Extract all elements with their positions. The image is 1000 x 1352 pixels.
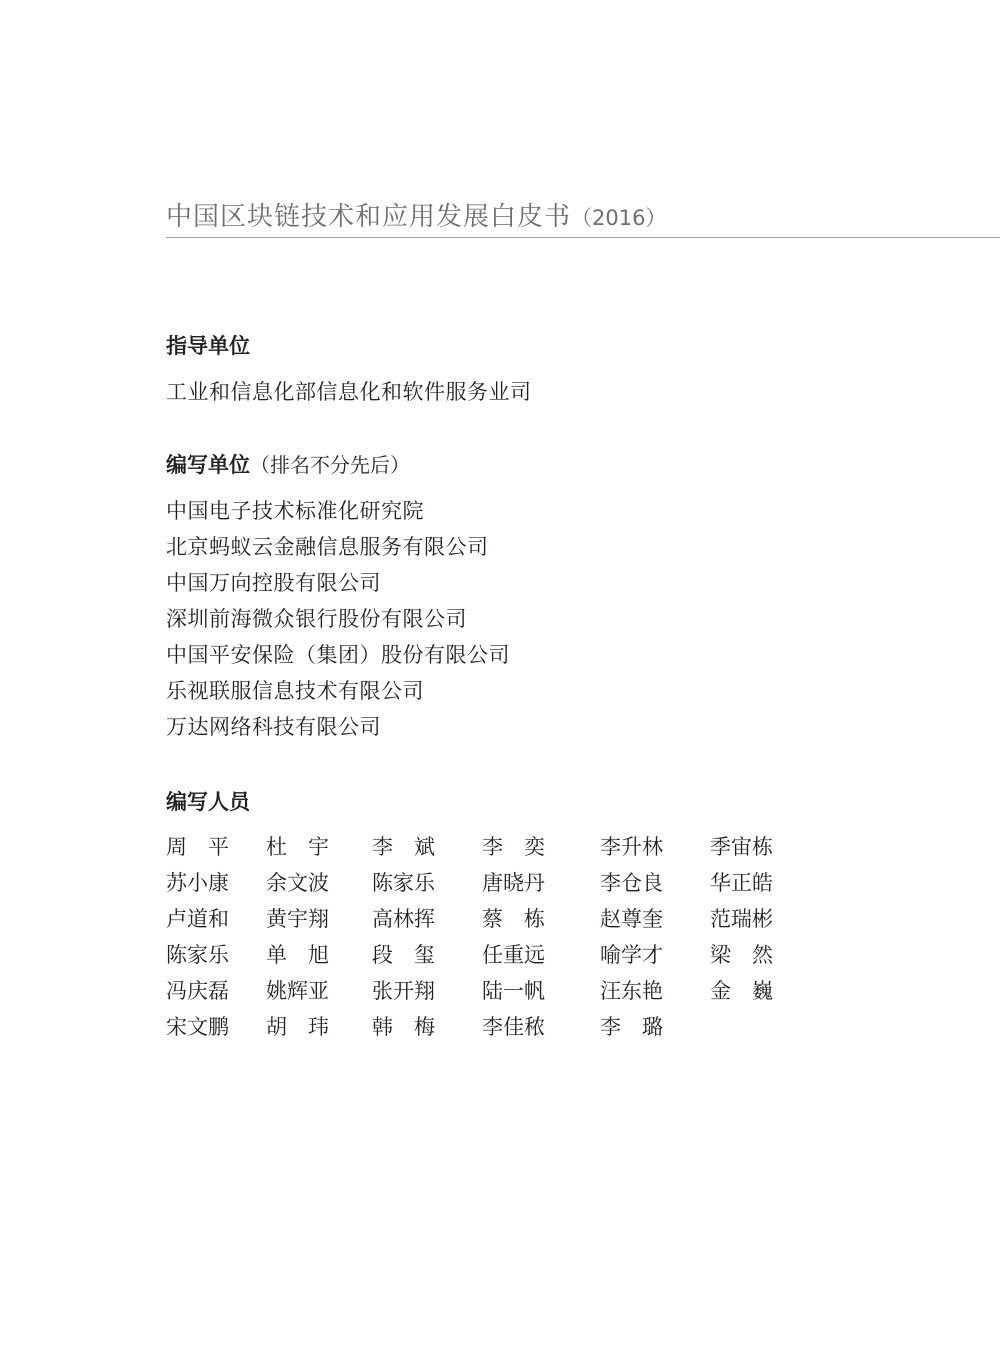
author-name: 卢道和	[166, 907, 229, 931]
author-name: 单 旭	[266, 943, 329, 967]
author-name: 张开翔	[372, 979, 435, 1003]
author-name: 唐晓丹	[482, 871, 545, 895]
document-title	[166, 196, 666, 233]
author-name: 梁 然	[710, 943, 773, 967]
author-name: 周 平	[166, 835, 229, 859]
title-year: （2016）	[571, 206, 667, 230]
author-name: 杜 宇	[266, 835, 329, 859]
list-item: 中国电子技术标准化研究院	[166, 499, 424, 523]
compilers-heading	[166, 449, 410, 479]
author-name: 段 玺	[372, 943, 435, 967]
list-item: 乐视联服信息技术有限公司	[166, 679, 424, 703]
list-item: 万达网络科技有限公司	[166, 715, 381, 739]
compilers-heading-note: （排名不分先后）	[250, 453, 410, 477]
author-name: 姚辉亚	[266, 979, 329, 1003]
title-text: 中国区块链技术和应用发展白皮书	[166, 202, 572, 232]
author-name: 汪东艳	[600, 979, 663, 1003]
list-item: 北京蚂蚁云金融信息服务有限公司	[166, 535, 489, 559]
author-name: 冯庆磊	[166, 979, 229, 1003]
author-name: 李佳秾	[482, 1015, 545, 1039]
author-name: 陈家乐	[372, 871, 435, 895]
author-name: 赵尊奎	[600, 907, 663, 931]
author-name: 高林挥	[372, 907, 435, 931]
author-name: 喻学才	[600, 943, 663, 967]
author-name: 李升林	[600, 835, 663, 859]
author-name: 宋文鹏	[166, 1015, 229, 1039]
author-name: 金 巍	[710, 979, 773, 1003]
author-name: 季宙栋	[710, 835, 773, 859]
author-name: 李仓良	[600, 871, 663, 895]
list-item: 中国平安保险（集团）股份有限公司	[166, 643, 510, 667]
guidance-heading: 指导单位	[166, 334, 250, 358]
author-name: 陈家乐	[166, 943, 229, 967]
author-name: 李 奕	[482, 835, 545, 859]
list-item: 深圳前海微众银行股份有限公司	[166, 607, 467, 631]
author-name: 李 斌	[372, 835, 435, 859]
author-name: 陆一帆	[482, 979, 545, 1003]
author-name: 蔡 栋	[482, 907, 545, 931]
compilers-heading-label: 编写单位	[166, 453, 250, 477]
author-name: 胡 玮	[266, 1015, 329, 1039]
author-name: 范瑞彬	[710, 907, 773, 931]
guidance-org: 工业和信息化部信息化和软件服务业司	[166, 380, 532, 404]
author-name-grid	[166, 830, 800, 1046]
list-item: 中国万向控股有限公司	[166, 571, 381, 595]
author-name: 苏小康	[166, 871, 229, 895]
header-divider	[166, 237, 1000, 238]
authors-heading: 编写人员	[166, 790, 250, 814]
author-name: 李 璐	[600, 1015, 663, 1039]
compiler-org-list	[166, 494, 510, 746]
author-name: 黄宇翔	[266, 907, 329, 931]
author-name: 余文波	[266, 871, 329, 895]
author-name: 任重远	[482, 943, 545, 967]
author-name: 韩 梅	[372, 1015, 435, 1039]
author-name: 华正皓	[710, 871, 773, 895]
